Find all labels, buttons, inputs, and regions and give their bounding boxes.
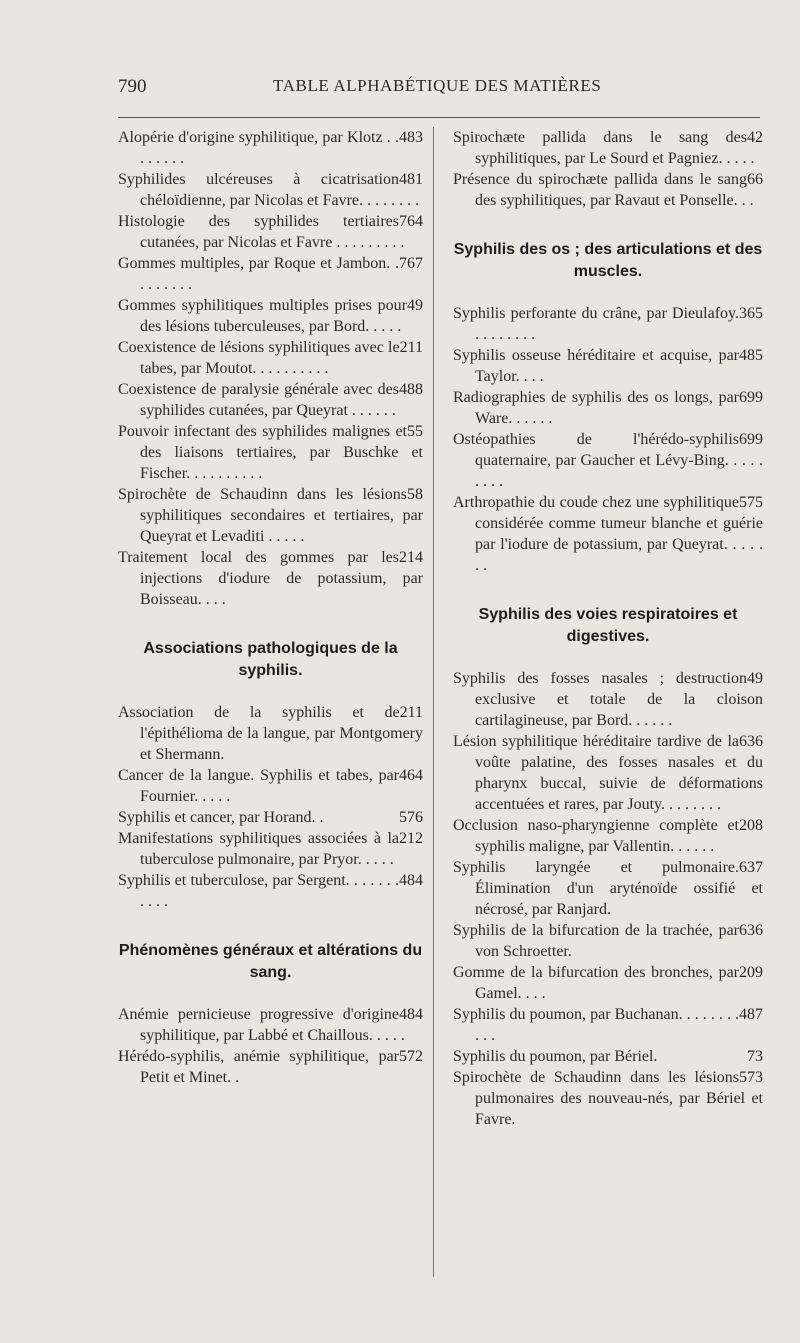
entry-page: 365 <box>739 305 763 322</box>
index-entry <box>118 702 423 765</box>
entry-text: Association de la syphilis et de l'épithélioma de la langue, par Montgomery et Shermann. <box>118 704 423 763</box>
index-entry <box>453 731 763 815</box>
entry-page: 576 <box>399 809 423 826</box>
index-entry <box>453 1004 763 1046</box>
entry-page: 488 <box>399 381 423 398</box>
entry-text: Syphilis des fosses nasales ; destruction exclusive et totale de la cloison cartilagineuse, par Bord. . . . . . <box>453 670 763 729</box>
index-entry <box>453 857 763 920</box>
index-entry <box>453 1067 763 1130</box>
entry-text: Coexistence de paralysie générale avec des syphilides cutanées, par Queyrat . . . . . . <box>118 381 399 419</box>
entry-text: Syphilis et tuberculose, par Sergent. . . . . . . . . . . <box>118 872 399 910</box>
entry-page: 209 <box>739 964 763 981</box>
entry-text: Traitement local des gommes par les injections d'iodure de potassium, par Boisseau. . . . <box>118 549 423 608</box>
index-entry <box>118 547 423 610</box>
index-entry <box>453 962 763 1004</box>
spacer <box>118 610 423 638</box>
entry-page: 484 <box>399 872 423 889</box>
index-entry <box>453 492 763 576</box>
left-entries-1 <box>118 127 423 610</box>
section-heading: Phénomènes généraux et altérations du sang. <box>118 942 423 981</box>
spacer <box>118 682 423 702</box>
entry-text: Syphilis perforante du crâne, par Dieulafoy. . . . . . . . . <box>453 305 739 343</box>
index-entry <box>453 815 763 857</box>
entry-page: 66 <box>747 171 763 188</box>
spacer <box>453 211 763 239</box>
page-number: 790 <box>118 76 147 97</box>
index-entry <box>118 169 423 211</box>
entry-page: 42 <box>747 129 763 146</box>
entry-text: Arthropathie du coude chez une syphilitique considérée comme tumeur blanche et guérie par l'iodure de potassium, par Queyrat. . . . . . . <box>453 494 763 574</box>
index-entry <box>118 807 423 828</box>
running-title: TABLE ALPHABÉTIQUE DES MATIÈRES <box>273 76 602 95</box>
entry-text: Syphilis du poumon, par Bériel. <box>453 1048 658 1065</box>
index-entry <box>118 379 423 421</box>
entry-page: 699 <box>739 389 763 406</box>
entry-text: Cancer de la langue. Syphilis et tabes, par Fournier. . . . . <box>118 767 399 805</box>
index-entry <box>118 1046 423 1088</box>
entry-text: Occlusion naso-pharyngienne complète et syphilis maligne, par Vallentin. . . . . . <box>453 817 739 855</box>
index-entry <box>118 765 423 807</box>
entry-text: Alopérie d'origine syphilitique, par Klotz . . . . . . . . <box>118 129 399 167</box>
entry-page: 483 <box>399 129 423 146</box>
page-header <box>118 74 758 104</box>
entry-text: Syphilis osseuse héréditaire et acquise, par Taylor. . . . <box>453 347 739 385</box>
entry-page: 764 <box>399 213 423 230</box>
entry-page: 575 <box>739 494 763 511</box>
entry-page: 767 <box>399 255 423 272</box>
right-entries-4 <box>453 303 763 576</box>
entry-text: Ostéopathies de l'hérédo-syphilis quaternaire, par Gaucher et Lévy-Bing. . . . . . . . . <box>453 431 763 490</box>
left-entries-2 <box>118 702 423 912</box>
index-entry <box>118 127 423 169</box>
entry-text: Syphilides ulcéreuses à cicatrisation chéloïdienne, par Nicolas et Favre. . . . . . . . <box>118 171 420 209</box>
entry-page: 573 <box>739 1069 763 1086</box>
entry-text: Coexistence de lésions syphilitiques avec le tabes, par Moutot. . . . . . . . . . <box>118 339 400 377</box>
spacer <box>453 576 763 604</box>
entry-page: 211 <box>399 704 423 721</box>
entry-page: 572 <box>399 1048 423 1065</box>
index-entry <box>453 429 763 492</box>
index-entry <box>453 345 763 387</box>
index-entry <box>118 337 423 379</box>
left-column <box>118 127 423 1088</box>
entry-text: Histologie des syphilides tertiaires cutanées, par Nicolas et Favre . . . . . . . . . <box>118 213 405 251</box>
index-entry <box>118 828 423 870</box>
entry-page: 214 <box>399 549 423 566</box>
section-heading: Syphilis des os ; des articulations et des muscles. <box>453 241 763 280</box>
entry-text: Spirochète de Schaudinn dans les lésions syphilitiques secondaires et tertiaires, par Queyrat et Levaditi . . . . . <box>118 486 423 545</box>
entry-page: 211 <box>399 339 423 356</box>
entry-page: 58 <box>407 486 423 503</box>
entry-text: Anémie pernicieuse progressive d'origine syphilitique, par Labbé et Chaillous. . . . . <box>118 1006 405 1044</box>
entry-text: Lésion syphilitique héréditaire tardive de la voûte palatine, des fosses nasales et du pharynx buccal, suivie de déformations accentuées et rares, par Jouty. . . . . . . . <box>453 733 763 813</box>
index-entry <box>453 303 763 345</box>
entry-text: Manifestations syphilitiques associées à la tuberculose pulmonaire, par Pryor. . . . . <box>118 830 399 868</box>
entry-page: 487 <box>739 1006 763 1023</box>
index-entry <box>453 668 763 731</box>
index-entry <box>453 169 763 211</box>
entry-text: Syphilis et cancer, par Horand. . <box>118 809 324 826</box>
spacer <box>118 912 423 940</box>
entry-page: 464 <box>399 767 423 784</box>
index-entry <box>453 920 763 962</box>
entry-page: 55 <box>407 423 423 440</box>
header-rule <box>118 117 760 118</box>
index-entry <box>118 295 423 337</box>
spacer <box>118 984 423 1004</box>
index-entry <box>453 1046 763 1067</box>
spacer <box>453 283 763 303</box>
entry-text: Spirochæte pallida dans le sang des syphilitiques, par Le Sourd et Pagniez. . . . . <box>453 129 755 167</box>
right-entries-1 <box>453 127 763 211</box>
entry-text: Radiographies de syphilis des os longs, par Ware. . . . . . <box>453 389 739 427</box>
entry-page: 636 <box>739 922 763 939</box>
entry-text: Gommes multiples, par Roque et Jambon. . . . . . . . . <box>118 255 399 293</box>
entry-text: Syphilis de la bifurcation de la trachée, par von Schroetter. <box>453 922 739 960</box>
entry-text: Gommes syphilitiques multiples prises pour des lésions tuberculeuses, par Bord. . . . . <box>118 297 407 335</box>
index-entry <box>453 387 763 429</box>
index-entry <box>118 870 423 912</box>
entry-text: Spirochète de Schaudinn dans les lésions pulmonaires des nouveau-nés, par Bériel et Favre. <box>453 1069 763 1128</box>
index-entry <box>118 484 423 547</box>
entry-text: Pouvoir infectant des syphilides malignes et des liaisons tertiaires, par Buschke et Fischer. . . . . . . . . . <box>118 423 423 482</box>
entry-text: Syphilis laryngée et pulmonaire. Élimination d'un aryténoïde ossifié et nécrosé, par Ranjard. <box>453 859 763 918</box>
index-entry <box>118 211 423 253</box>
entry-page: 208 <box>739 817 763 834</box>
right-entries-5 <box>453 668 763 1130</box>
entry-page: 636 <box>739 733 763 750</box>
entry-page: 637 <box>739 859 763 876</box>
entry-text: Hérédo-syphilis, anémie syphilitique, par Petit et Minet. . <box>118 1048 399 1086</box>
entry-page: 481 <box>399 171 423 188</box>
entry-page: 49 <box>747 670 763 687</box>
column-divider <box>433 127 434 1277</box>
entry-page: 699 <box>739 431 763 448</box>
entry-text: Syphilis du poumon, par Buchanan. . . . . . . . . . . <box>453 1006 739 1044</box>
entry-page: 49 <box>407 297 423 314</box>
entry-text: Gomme de la bifurcation des bronches, par Gamel. . . . <box>453 964 739 1002</box>
entry-page: 485 <box>739 347 763 364</box>
entry-page: 73 <box>747 1048 763 1065</box>
index-entry <box>118 1004 423 1046</box>
right-column <box>453 127 763 1130</box>
entry-page: 212 <box>399 830 423 847</box>
left-entries-3 <box>118 1004 423 1088</box>
entry-text: Présence du spirochæte pallida dans le sang des syphilitiques, par Ravaut et Ponselle. . . <box>453 171 754 209</box>
index-entry <box>453 127 763 169</box>
index-entry <box>118 253 423 295</box>
section-heading: Associations pathologiques de la syphilis. <box>143 640 398 679</box>
section-heading: Syphilis des voies respiratoires et digestives. <box>478 606 738 645</box>
entry-page: 484 <box>399 1006 423 1023</box>
index-entry <box>118 421 423 484</box>
spacer <box>453 648 763 668</box>
